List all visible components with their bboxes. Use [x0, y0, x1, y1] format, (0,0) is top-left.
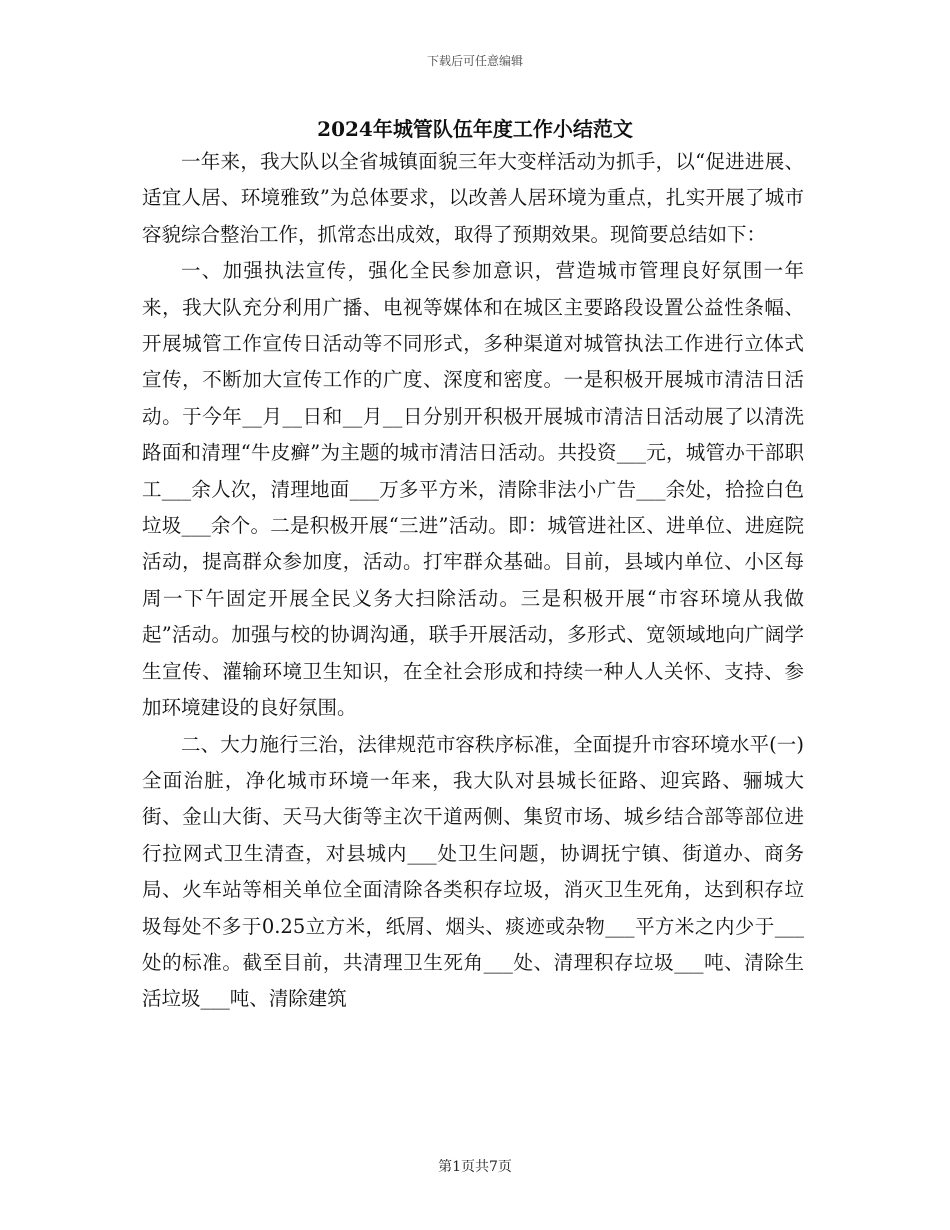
paragraph-section-1: 一、加强执法宣传，强化全民参加意识，营造城市管理良好氛围一年来，我大队充分利用广播、电视等媒体和在城区主要路段设置公益性条幅、开展城管工作宣传日活动等不同形式，多种渠道对城管执法工作进行立体式宣传，不断加大宣传工作的广度、深度和密度。一是积极开展城市清洁日活动。于今年__月__日和__月__日分别开积极开展城市清洁日活动展了以清洗路面和清理“牛皮癣”为主题的城市清洁日活动。共投资___元，城管办干部职工___余人次，清理地面___万多平方米，清除非法小广告___余处，拾捡白色垃圾___余个。二是积极开展“三进”活动。即：城管进社区、进单位、进庭院活动，提高群众参加度，活动。打牢群众基础。目前，县域内单位、小区每周一下午固定开展全民义务大扫除活动。三是积极开展“市容环境从我做起”活动。加强与校的协调沟通，联手开展活动，多形式、宽领域地向广阔学生宣传、灌输环境卫生知识，在全社会形成和持续一种人人关怀、支持、参加环境建设的良好氛围。 [142, 259, 804, 720]
paragraph-intro: 一年来，我大队以全省城镇面貌三年大变样活动为抓手，以“促进进展、适宜人居、环境雅致”为总体要求，以改善人居环境为重点，扎实开展了城市容貌综合整治工作，抓常态出成效，取得了预期效果。现简要总结如下： [142, 150, 804, 246]
page-number: 第1页共7页 [438, 1159, 512, 1175]
document-body [142, 144, 804, 1018]
document-title: 2024年城管队伍年度工作小结范文 [317, 117, 633, 141]
header-note: 下载后可任意编辑 [426, 54, 523, 68]
paragraph-section-2: 二、大力施行三治，法律规范市容秩序标准，全面提升市容环境水平(一)全面治脏，净化城市环境一年来，我大队对县城长征路、迎宾路、骊城大街、金山大街、天马大街等主次干道两侧、集贸市场、城乡结合部等部位进行拉网式卫生清查，对县城内___处卫生问题，协调抚宁镇、街道办、商务局、火车站等相关单位全面清除各类积存垃圾，消灭卫生死角，达到积存垃圾每处不多于0.25立方米，纸屑、烟头、痰迹或杂物___平方米之内少于___处的标准。截至目前，共清理卫生死角___处、清理积存垃圾___吨、清除生活垃圾___吨、清除建筑 [142, 732, 804, 1011]
